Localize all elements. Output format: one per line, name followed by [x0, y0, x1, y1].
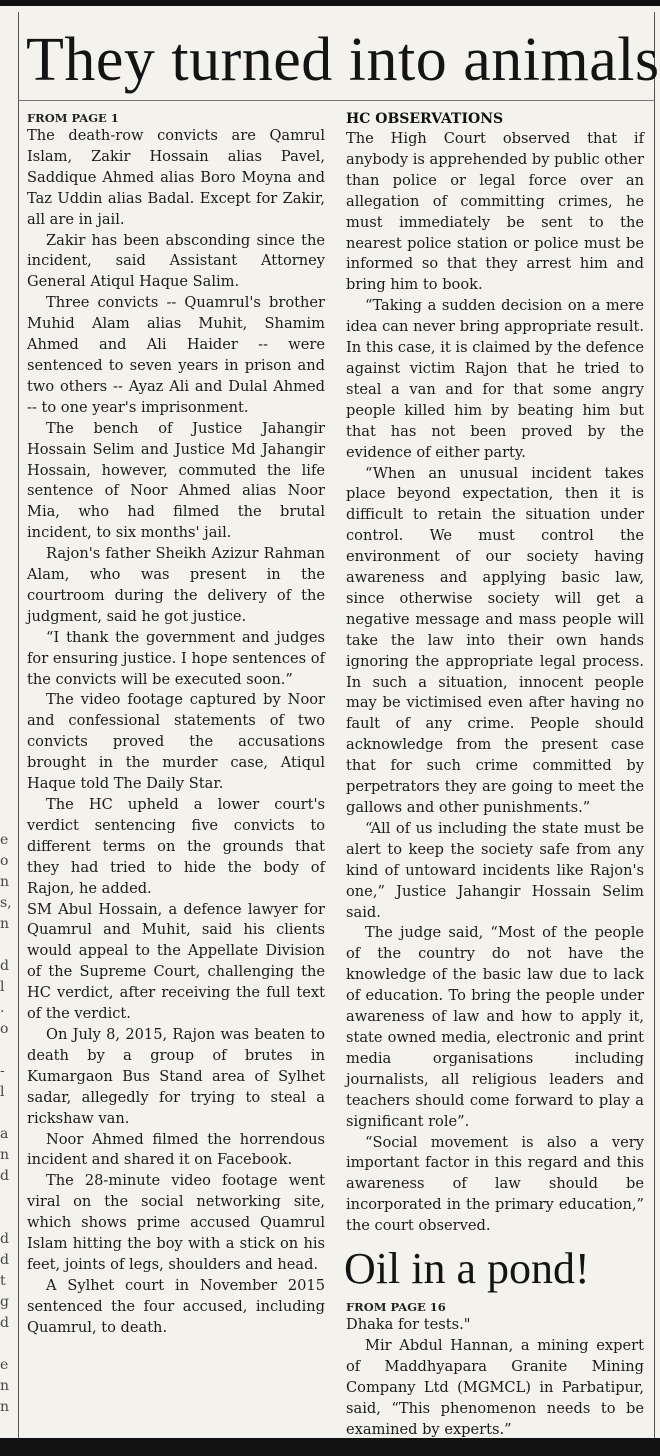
paragraph: The bench of Justice Jahangir Hossain Selim and Justice Md Jahangir Hossain, however, commuted the life sentence of Noor Ahmed alias Noor Mia, who had filmed the brutal incident, to six months' jail.	[27, 419, 325, 542]
paragraph: Mir Abdul Hannan, a mining expert of Maddhyapara Granite Mining Company Ltd (MGMCL) in Parbatipur, said, “This phenomenon needs to be examined by experts.”	[346, 1336, 644, 1438]
fragment: .	[0, 1000, 5, 1016]
paragraph: Rajon's father Sheikh Azizur Rahman Alam, who was present in the courtroom during the delivery of the judgment, said he got justice.	[27, 545, 325, 625]
paragraph: Three convicts -- Quamrul's brother Muhid Alam alias Muhit, Shamim Ahmed and Ali Haider -- were sentenced to seven years in prison and two others -- Ayaz Ali and Dulal Ahmed -- to one year's imprisonment.	[27, 294, 325, 416]
fragment: n	[0, 1147, 10, 1163]
fragment: d	[0, 1168, 9, 1184]
left-column	[27, 110, 325, 1339]
fragment: d	[0, 1315, 9, 1331]
paragraph: SM Abul Hossain, a defence lawyer for Quamrul and Muhit, said his clients would appeal to the Appellate Division of the Supreme Court, challenging the HC verdict, after receiving the full text of the verdict.	[27, 900, 325, 1023]
fragment: o	[0, 1021, 9, 1037]
fragment: n	[0, 874, 10, 890]
column-rule-left	[18, 12, 19, 1438]
fragment: e	[0, 832, 9, 848]
fragment: g	[0, 1294, 9, 1310]
paragraph: The death-row convicts are Qamrul Islam, Zakir Hossain alias Pavel, Saddique Ahmed alias Boro Moyna and Taz Uddin alias Badal. Except for Zakir, all are in jail.	[27, 127, 325, 228]
paragraph: The High Court observed that if anybody is apprehended by public other than police or legal force over an allegation of committing crimes, he must immediately be sent to the nearest police station or police must be informed so that they arrest him and bring him to book.	[346, 130, 645, 294]
fragment: -	[0, 1063, 5, 1079]
paragraph: “I thank the government and judges for ensuring justice. I hope sentences of the convicts will be executed soon.”	[27, 628, 325, 688]
paragraph: “Social movement is also a very important factor in this regard and this awareness of law should be incorporated in the primary education,” the court observed.	[346, 1133, 644, 1235]
fragment: o	[0, 853, 9, 869]
paragraph: Dhaka for tests."	[346, 1316, 471, 1334]
paragraph: “All of us including the state must be alert to keep the society safe from any kind of untoward incidents like Rajon's one,” Justice Jahangir Hossain Selim said.	[346, 819, 644, 921]
paragraph: The judge said, “Most of the people of the country do not have the knowledge of the basic law due to lack of education. To bring the people under awareness of law and how to apply it, state owned media, electronic and print media organisations including journalists, all religious leaders and teachers should come forward to play a significant role”.	[346, 924, 644, 1130]
paragraph: Zakir has been absconding since the incident, said Assistant Attorney General Atiqul Haque Salim.	[27, 231, 325, 291]
second-headline: Oil in a pond!	[344, 1244, 590, 1294]
paragraph: The HC upheld a lower court's verdict sentencing five convicts to different terms on the grounds that they had tried to hide the body of Rajon, he added.	[27, 796, 325, 897]
fragment: d	[0, 958, 9, 974]
jump-kicker: FROM PAGE 1	[27, 111, 119, 125]
fragment: n	[0, 1378, 10, 1394]
bottom-rule	[0, 1438, 660, 1456]
fragment: n	[0, 1399, 10, 1415]
paragraph: “Taking a sudden decision on a mere idea can never bring appropriate result. In this case, it is claimed by the defence against victim Rajon that he tried to steal a van and for that some angry people killed him by beating him but that has not been proved by the evidence of either party.	[346, 297, 644, 461]
paragraph: Noor Ahmed filmed the horrendous incident and shared it on Facebook.	[27, 1130, 325, 1169]
paragraph: “When an unusual incident takes place beyond expectation, then it is difficult to retain the situation under control. We must control the environment of our society having awareness and applying basic law, since otherwise society will get a negative message and mass people will take the law into their own hands ignoring the appropriate legal process. In such a situation, innocent people may be victimised even after having no fault of any crime. People should acknowledge from the present case that for such crime committed by perpetrators they are going to meet the gallows and other punishments.”	[346, 464, 644, 816]
paragraph: On July 8, 2015, Rajon was beaten to death by a group of brutes in Kumargaon Bus Stand area of Sylhet sadar, allegedly for trying to steal a rickshaw van.	[27, 1025, 325, 1127]
fragment: s,	[0, 895, 12, 911]
paragraph: A Sylhet court in November 2015 sentenced the four accused, including Quamrul, to death.	[27, 1276, 325, 1336]
second-jump-kicker: FROM PAGE 16	[346, 1300, 446, 1315]
section-subhead: HC OBSERVATIONS	[346, 111, 504, 127]
fragment: t	[0, 1273, 6, 1289]
main-headline: They turned into animals	[26, 26, 660, 94]
top-rule	[0, 0, 660, 6]
column-rule-right	[654, 12, 655, 1438]
headline-separator	[18, 100, 655, 101]
fragment: l	[0, 1084, 5, 1100]
fragment: l	[0, 979, 5, 995]
fragment: e	[0, 1357, 9, 1373]
paragraph: The video footage captured by Noor and confessional statements of two convicts proved the accusations brought in the murder case, Atiqul Haque told The Daily Star.	[27, 691, 325, 793]
fragment: n	[0, 916, 10, 932]
right-column	[346, 110, 644, 1440]
fragment: a	[0, 1126, 9, 1142]
paragraph: The 28-minute video footage went viral on the social networking site, which shows prime accused Quamrul Islam hitting the boy with a stick on his feet, joints of legs, shoulders and head.	[27, 1172, 325, 1273]
fragment: d	[0, 1252, 9, 1268]
fragment: d	[0, 1231, 9, 1247]
